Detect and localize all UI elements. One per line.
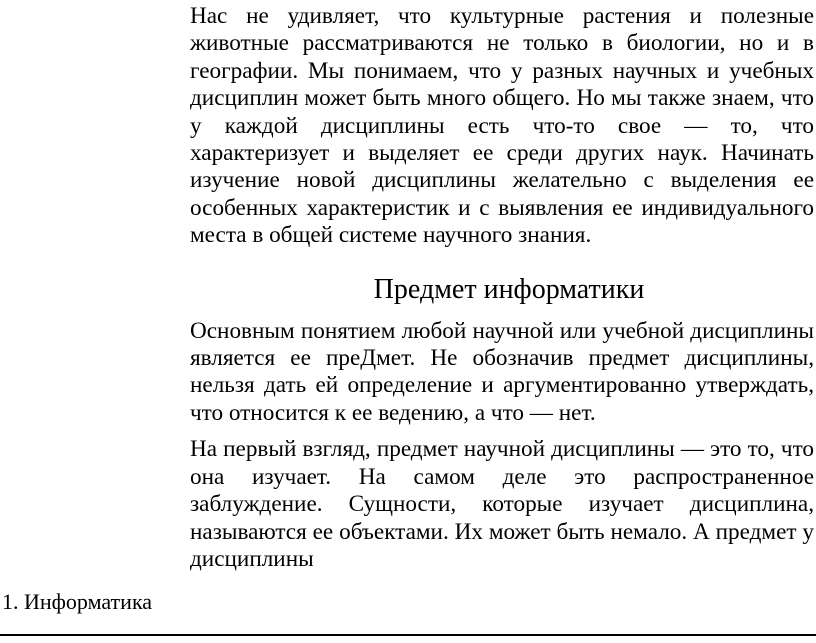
chapter-footer-label: 1. Информатика: [2, 589, 153, 614]
intro-paragraph: Нас не удивляет, что культурные растения и полезные животные рассматриваются не только в биологии, но и в географии. Мы понимаем, что у разных научных и учебных дисциплин может быть много общего. Но мы также знаем, что у каждой дисциплины есть что-то свое — то, что характеризует и выделяет ее среди других наук. Начинать изучение новой дисциплины желательно с выделения ее особенных характеристик и с выявления ее индивидуального места в общей системе научного знания.: [190, 3, 814, 249]
main-text-column: [190, 3, 814, 573]
subject-definition-paragraph: Основным понятием любой научной или учебной дисциплины является ее преДмет. Не обозначив предмет дисциплины, нельзя дать ей определение и аргументированно утверждать, что относится к ее ведению, а что — нет.: [190, 317, 814, 426]
subject-misconception-paragraph: На первый взгляд, предмет научной дисциплины — это то, что она изучает. На самом деле это распространенное заблуждение. Сущности, которые изучает дисциплина, называются ее объектами. Их может быть немало. А предмет у дисциплины: [190, 436, 814, 572]
section-heading: Предмет информатики: [373, 273, 645, 305]
footer-divider: [0, 634, 816, 636]
